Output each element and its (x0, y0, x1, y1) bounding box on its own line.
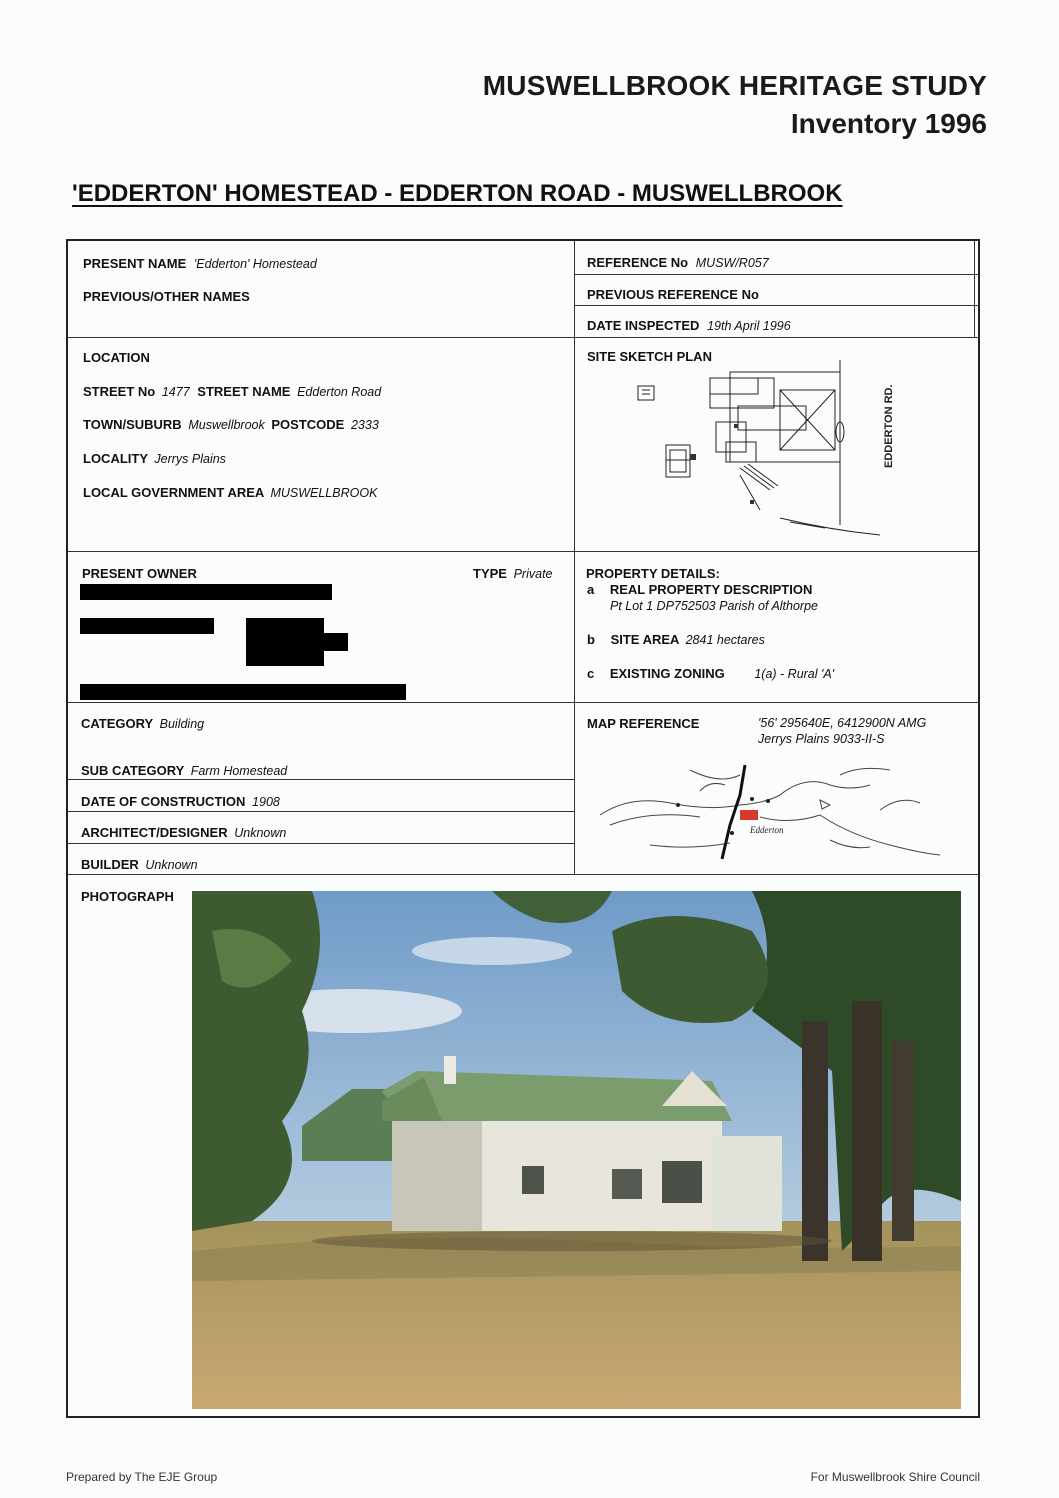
divider-location (68, 337, 980, 338)
date-inspected-field: DATE INSPECTED 19th April 1996 (587, 318, 791, 333)
ref-box-edge (974, 241, 975, 337)
redaction-bar-5 (246, 650, 324, 666)
study-subtitle: Inventory 1996 (790, 108, 987, 139)
reference-no-value: MUSW/R057 (695, 256, 769, 270)
builder-field: BUILDER Unknown (81, 857, 198, 872)
category-value: Building (159, 717, 205, 731)
redaction-bar-3 (246, 618, 324, 634)
builder-value: Unknown (145, 858, 198, 872)
date-inspected-value: 19th April 1996 (707, 319, 791, 333)
road-label: EDDERTON RD. (883, 384, 895, 468)
architect-value: Unknown (234, 826, 287, 840)
divider-category (68, 702, 980, 703)
footer-council: For Muswellbrook Shire Council (810, 1470, 980, 1484)
construction-date-value: 1908 (252, 795, 280, 809)
street-no-value: 1477 (161, 385, 190, 399)
location-label: LOCATION (83, 350, 150, 365)
study-title: MUSWELLBROOK HERITAGE STUDY (482, 70, 987, 101)
lga-value: MUSWELLBROOK (270, 486, 378, 500)
divider-date (68, 811, 574, 812)
postcode-value: 2333 (350, 418, 379, 432)
redaction-bar-4 (246, 633, 348, 651)
type-field: TYPE Private (473, 566, 553, 581)
property-details-label: PROPERTY DETAILS: (586, 566, 720, 581)
divider-photo (68, 874, 980, 875)
map-reference-label: MAP REFERENCE (587, 716, 700, 731)
map-reference-value-2: Jerrys Plains 9033-II-S (758, 732, 885, 746)
town-value: Muswellbrook (188, 418, 265, 432)
lga-field: LOCAL GOVERNMENT AREA MUSWELLBROOK (83, 485, 378, 500)
divider-owner (68, 551, 980, 552)
zoning-field: c EXISTING ZONING 1(a) - Rural 'A' (587, 666, 835, 681)
present-owner-label: PRESENT OWNER (82, 566, 197, 581)
site-area-value: 2841 hectares (685, 633, 765, 647)
locality-value: Jerrys Plains (154, 452, 226, 466)
property-a-field: a REAL PROPERTY DESCRIPTION (587, 582, 813, 597)
category-field: CATEGORY Building (81, 716, 205, 731)
map-reference-value-1: '56' 295640E, 6412900N AMG (758, 716, 927, 730)
redaction-bar-1 (80, 584, 332, 600)
architect-field: ARCHITECT/DESIGNER Unknown (81, 825, 287, 840)
property-a-value: Pt Lot 1 DP752503 Parish of Althorpe (610, 599, 819, 613)
address-heading: 'EDDERTON' HOMESTEAD - EDDERTON ROAD - MUSWELLBROOK (72, 180, 843, 207)
present-name-value: 'Edderton' Homestead (193, 257, 317, 271)
sub-category-value: Farm Homestead (190, 764, 288, 778)
locality-field: LOCALITY Jerrys Plains (83, 451, 226, 466)
footer-prepared-by: Prepared by The EJE Group (66, 1470, 218, 1484)
construction-date-field: DATE OF CONSTRUCTION 1908 (81, 794, 280, 809)
previous-names-label: PREVIOUS/OTHER NAMES (83, 289, 250, 304)
reference-no-field: REFERENCE No MUSW/R057 (587, 255, 769, 270)
site-area-field: b SITE AREA 2841 hectares (587, 632, 765, 647)
map-site-label: Edderton (750, 825, 784, 835)
divider-ref (574, 274, 980, 275)
divider-architect (68, 843, 574, 844)
previous-reference-label: PREVIOUS REFERENCE No (587, 287, 759, 302)
redaction-bar-2 (80, 618, 214, 634)
town-field: TOWN/SUBURB Muswellbrook POSTCODE 2333 (83, 417, 379, 432)
redaction-bar-6 (80, 684, 406, 700)
street-field: STREET No 1477 STREET NAME Edderton Road (83, 384, 382, 399)
type-value: Private (513, 567, 553, 581)
divider-prevref (574, 305, 980, 306)
sub-category-field: SUB CATEGORY Farm Homestead (81, 763, 288, 778)
site-sketch-label: SITE SKETCH PLAN (587, 349, 712, 364)
divider-subcat (68, 779, 574, 780)
location-map (590, 755, 970, 867)
homestead-photograph (192, 891, 961, 1409)
street-name-value: Edderton Road (297, 385, 382, 399)
zoning-value: 1(a) - Rural 'A' (754, 667, 835, 681)
site-sketch-plan (630, 350, 920, 540)
column-divider (574, 241, 575, 874)
present-name-field: PRESENT NAME 'Edderton' Homestead (83, 256, 317, 271)
photograph-label: PHOTOGRAPH (81, 889, 174, 904)
